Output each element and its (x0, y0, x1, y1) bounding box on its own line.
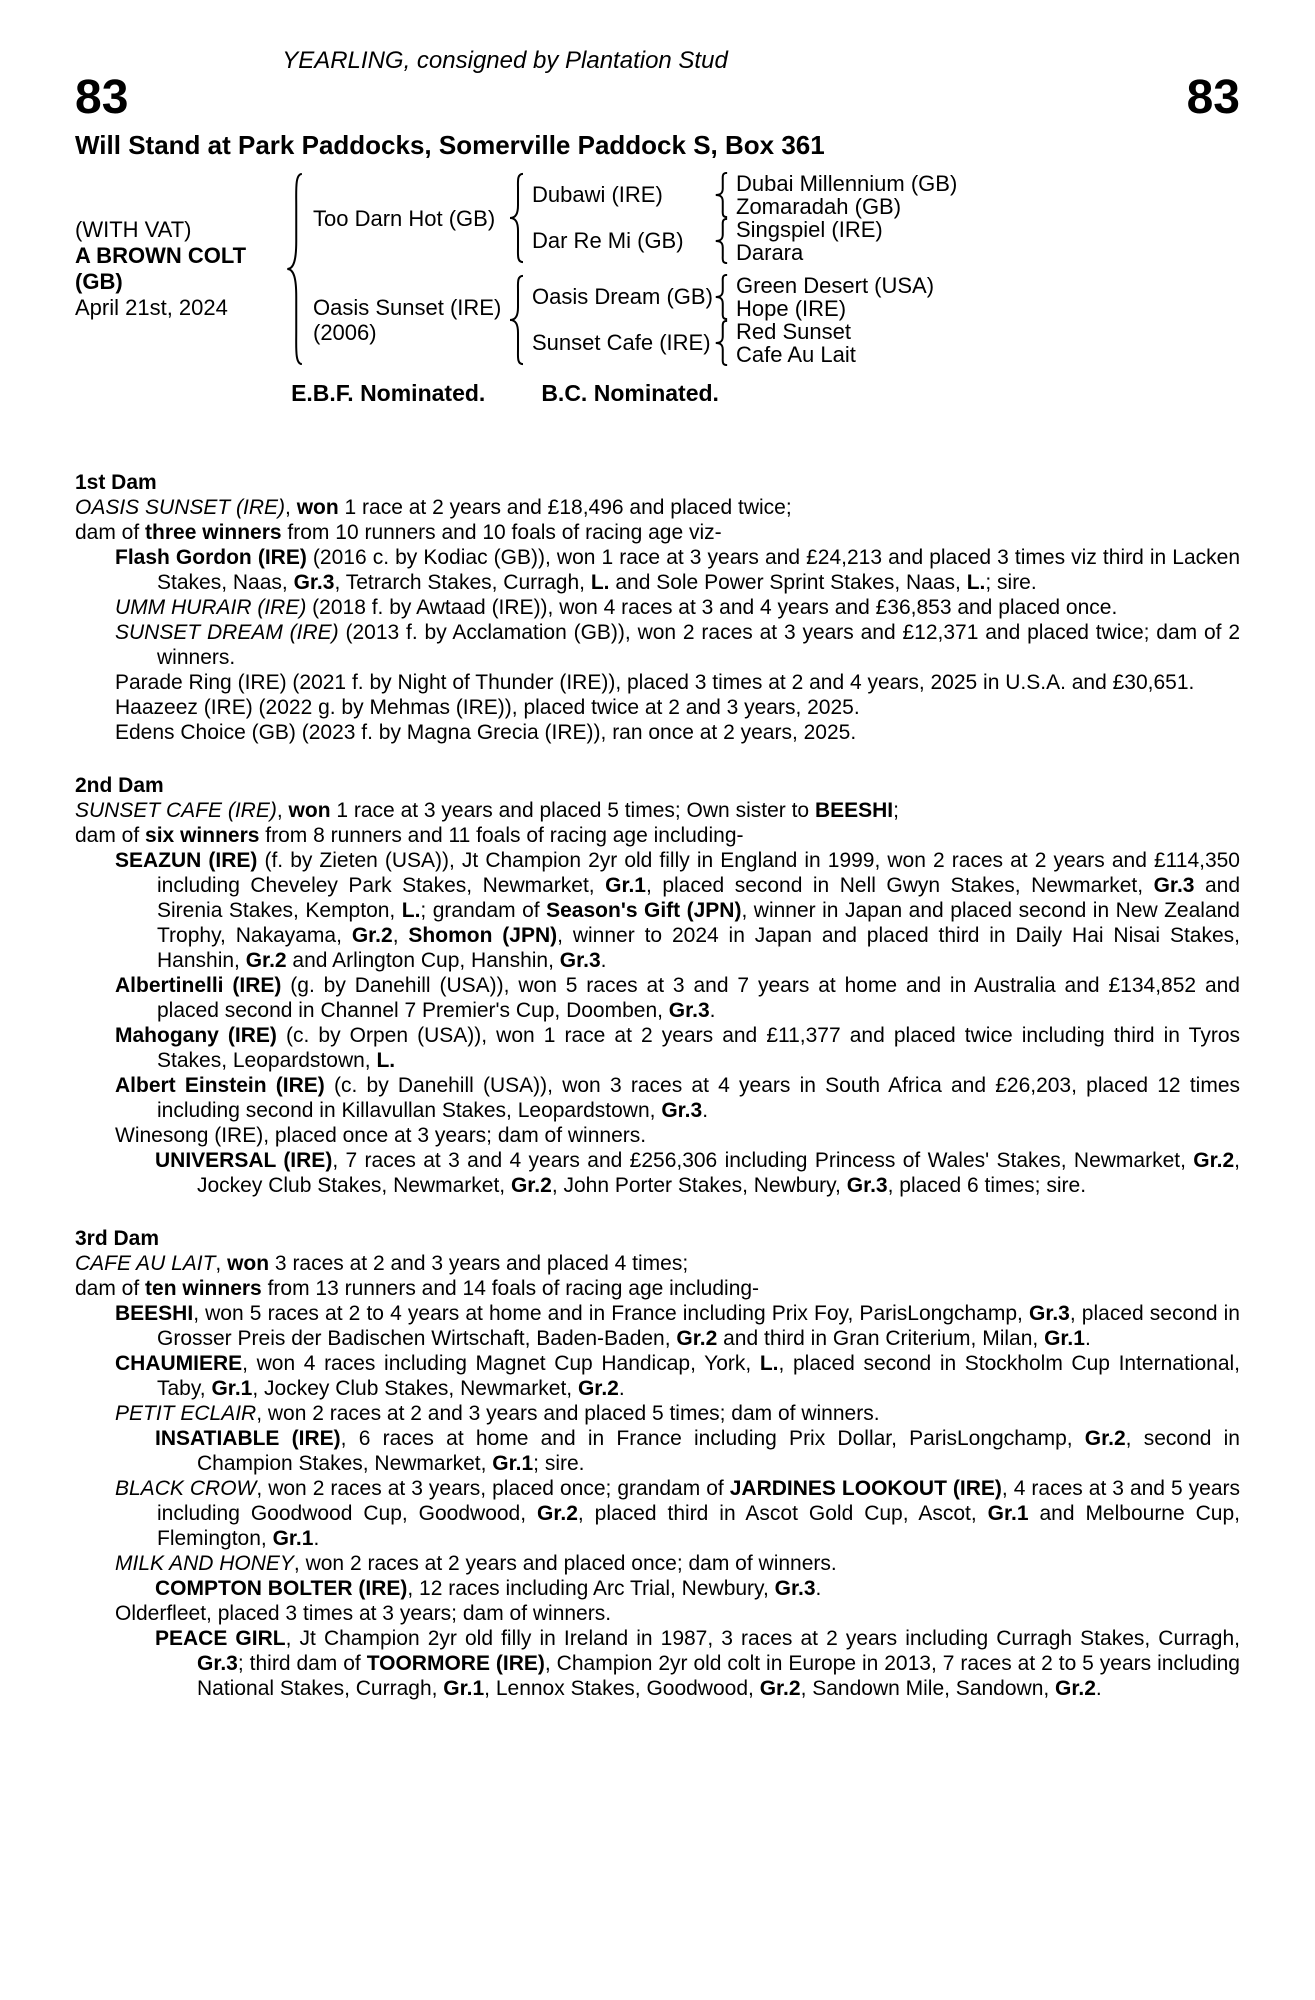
pedigree-entry: Parade Ring (IRE) (2021 f. by Night of Thunder (IRE)), placed 3 times at 2 and 4 years, 2025 in U.S.A. and £30,651. (115, 671, 1195, 694)
brace-icon (714, 274, 728, 320)
great-grandparent-name: Green Desert (USA) (736, 273, 935, 298)
grandsire-branch (524, 274, 934, 320)
lot-number-row (75, 71, 1240, 124)
sire-branch (303, 172, 957, 264)
great-grandparent-name: Hope (IRE) (736, 296, 847, 321)
brace-icon (508, 172, 524, 264)
pedigree-entry: Mahogany (IRE) (c. by Orpen (USA)), won 1 race at 2 years and £11,377 and placed twice including third in Tyros Stakes, Leopardstown, L. (115, 1024, 1241, 1072)
great-grandparent-name: Dubai Millennium (GB) (736, 171, 958, 196)
granddam-branch (524, 218, 957, 264)
pedigree-entry: BEESHI, won 5 races at 2 to 4 years at home and in France including Prix Foy, ParisLongchamp, Gr.3, placed second in Grosser Preis der Badischen Wirtschaft, Baden-Baden, Gr.2 and third in Gran Criterium, Milan, Gr.1. (115, 1302, 1240, 1350)
great-grandparents (728, 172, 957, 218)
great-grandparent-name: Zomaradah (GB) (736, 194, 902, 219)
catalogue-sections (75, 470, 1240, 1701)
grandparent-name: Sunset Cafe (IRE) (532, 330, 711, 355)
pedigree-entry: dam of six winners from 8 runners and 11 foals of racing age including- (75, 824, 744, 847)
great-grandparent-name: Cafe Au Lait (736, 342, 856, 367)
great-grandparent-name: Darara (736, 240, 804, 265)
pedigree-entry: Albertinelli (IRE) (g. by Danehill (USA)), won 5 races at 3 and 7 years at home and in Australia and £134,852 and placed second in Channel 7 Premier's Cup, Doomben, Gr.3. (115, 974, 1240, 1022)
pedigree-entry: dam of three winners from 10 runners and 10 foals of racing age viz- (75, 521, 722, 544)
pedigree-entry: UNIVERSAL (IRE), 7 races at 3 and 4 years and £256,306 including Princess of Wales' Stakes, Newmarket, Gr.2, Jockey Club Stakes, Newmarket, Gr.2, John Porter Stakes, Newbury, Gr.3, placed 6 times; sire. (155, 1149, 1240, 1197)
great-grandparents (728, 320, 856, 366)
dam-heading: 2nd Dam (75, 774, 164, 797)
pedigree-entry: INSATIABLE (IRE), 6 races at home and in France including Prix Dollar, ParisLongchamp, Gr.2, second in Champion Stakes, Newmarket, Gr.1; sire. (155, 1427, 1240, 1475)
pedigree-entry: Flash Gordon (IRE) (2016 c. by Kodiac (GB)), won 1 race at 3 years and £24,213 and placed 3 times viz third in Lacken Stakes, Naas, Gr.3, Tetrarch Stakes, Curragh, L. and Sole Power Sprint Stakes, Naas, L.; sire. (115, 546, 1241, 594)
brace-icon (714, 172, 728, 218)
identity-block (75, 217, 285, 321)
pedigree-entry: Winesong (IRE), placed once at 3 years; dam of winners. (115, 1124, 647, 1147)
pedigree-entry: SUNSET CAFE (IRE), won 1 race at 3 years and placed 5 times; Own sister to BEESHI; (75, 799, 899, 822)
brace-icon (714, 320, 728, 366)
horse-description: A BROWN COLT (75, 243, 247, 268)
pedigree-entry: OASIS SUNSET (IRE), won 1 race at 2 years and £18,496 and placed twice; (75, 496, 792, 519)
dam-name: Oasis Sunset (IRE) (313, 295, 502, 320)
pedigree-entry: Haazeez (IRE) (2022 g. by Mehmas (IRE)), placed twice at 2 and 3 years, 2025. (115, 696, 860, 719)
lot-number-left: 83 (75, 71, 129, 124)
sire-parents-column (524, 172, 957, 264)
pedigree-entry: SUNSET DREAM (IRE) (2013 f. by Acclamation (GB)), won 2 races at 3 years and £12,371 and placed twice; dam of 2 winners. (115, 621, 1240, 669)
great-grandparent-name: Singspiel (IRE) (736, 217, 883, 242)
pedigree-entry: CHAUMIERE, won 4 races including Magnet Cup Handicap, York, L., placed second in Stockholm Cup International, Taby, Gr.1, Jockey Club Stakes, Newmarket, Gr.2. (115, 1352, 1240, 1400)
pedigree-entry: PEACE GIRL, Jt Champion 2yr old filly in Ireland in 1987, 3 races at 2 years including Curragh Stakes, Curragh, Gr.3; third dam of TOORMORE (IRE), Champion 2yr old colt in Europe in 2013, 7 races at 2 to 5 years including National Stakes, Curragh, Gr.1, Lennox Stakes, Goodwood, Gr.2, Sandown Mile, Sandown, Gr.2. (155, 1627, 1240, 1700)
brace-icon (714, 218, 728, 264)
dam-heading: 3rd Dam (75, 1227, 160, 1250)
pedigree-entry: Edens Choice (GB) (2023 f. by Magna Grecia (IRE)), ran once at 2 years, 2025. (115, 721, 857, 744)
bc-nominated-label: B.C. Nominated. (541, 380, 719, 406)
pedigree-entry: COMPTON BOLTER (IRE), 12 races including Arc Trial, Newbury, Gr.3. (155, 1577, 822, 1600)
dam-name-block (303, 295, 508, 345)
brace-icon (285, 170, 303, 368)
brace-icon (508, 274, 524, 366)
grandparent-name: Dubawi (IRE) (532, 182, 663, 207)
pedigree-table (75, 170, 1240, 368)
great-grandparents (728, 218, 883, 264)
dam-year: (2006) (313, 320, 377, 345)
dam-parents-column (524, 274, 934, 366)
pedigree-entry: PETIT ECLAIR, won 2 races at 2 and 3 years and placed 5 times; dam of winners. (115, 1402, 880, 1425)
dam-branch (303, 274, 957, 366)
lot-number-right: 83 (1186, 71, 1240, 124)
consignor-line: YEARLING, consigned by Plantation Stud (282, 47, 728, 74)
pedigree-entry: Albert Einstein (IRE) (c. by Danehill (USA)), won 3 races at 4 years in South Africa and £26,203, placed 12 times including second in Killavullan Stakes, Leopardstown, Gr.3. (115, 1074, 1240, 1122)
pedigree-entry: Olderfleet, placed 3 times at 3 years; dam of winners. (115, 1602, 612, 1625)
section-body (75, 1251, 1240, 1701)
pedigree-entry: MILK AND HONEY, won 2 races at 2 years and placed once; dam of winners. (115, 1552, 837, 1575)
pedigree-entry: dam of ten winners from 13 runners and 14 foals of racing age including- (75, 1277, 760, 1300)
pedigree-entry: SEAZUN (IRE) (f. by Zieten (USA)), Jt Champion 2yr old filly in England in 1999, won 2 races at 2 years and £114,350 including Cheveley Park Stakes, Newmarket, Gr.1, placed second in Nell Gwyn Stakes, Newmarket, Gr.3 and Sirenia Stakes, Kempton, L.; grandam of Season's Gift (JPN), winner in Japan and placed second in New Zealand Trophy, Nakayama, Gr.2, Shomon (JPN), winner to 2024 in Japan and placed third in Daily Hai Nisai Stakes, Hanshin, Gr.2 and Arlington Cup, Hanshin, Gr.3. (115, 849, 1240, 972)
section-body (75, 495, 1240, 745)
dam-section (75, 1226, 1240, 1701)
grandparent-name: Oasis Dream (GB) (532, 284, 713, 309)
granddam-branch (524, 320, 934, 366)
sire-name: Too Darn Hot (GB) (313, 205, 496, 231)
pedigree-entry: UMM HURAIR (IRE) (2018 f. by Awtaad (IRE)), won 4 races at 3 and 4 years and £36,853 and placed once. (115, 596, 1118, 619)
dam-heading: 1st Dam (75, 471, 157, 494)
first-generation-column (303, 172, 957, 366)
horse-country-suffix: (GB) (75, 269, 123, 294)
foaling-date: April 21st, 2024 (75, 295, 228, 320)
stand-line: Will Stand at Park Paddocks, Somerville Paddock S, Box 361 (75, 130, 825, 160)
vat-note: (WITH VAT) (75, 217, 192, 242)
great-grandparents (728, 274, 934, 320)
pedigree-entry: BLACK CROW, won 2 races at 3 years, placed once; grandam of JARDINES LOOKOUT (IRE), 4 races at 3 and 5 years including Goodwood Cup, Goodwood, Gr.2, placed third in Ascot Gold Cup, Ascot, Gr.1 and Melbourne Cup, Flemington, Gr.1. (115, 1477, 1241, 1550)
nomination-row (75, 380, 935, 406)
grandparent-name: Dar Re Mi (GB) (532, 228, 684, 253)
pedigree-entry: CAFE AU LAIT, won 3 races at 2 and 3 years and placed 4 times; (75, 1252, 689, 1275)
ebf-nominated-label: E.B.F. Nominated. (291, 380, 486, 406)
great-grandparent-name: Red Sunset (736, 319, 851, 344)
dam-section (75, 470, 1240, 745)
dam-section (75, 773, 1240, 1198)
section-body (75, 798, 1240, 1198)
grandsire-branch (524, 172, 957, 218)
